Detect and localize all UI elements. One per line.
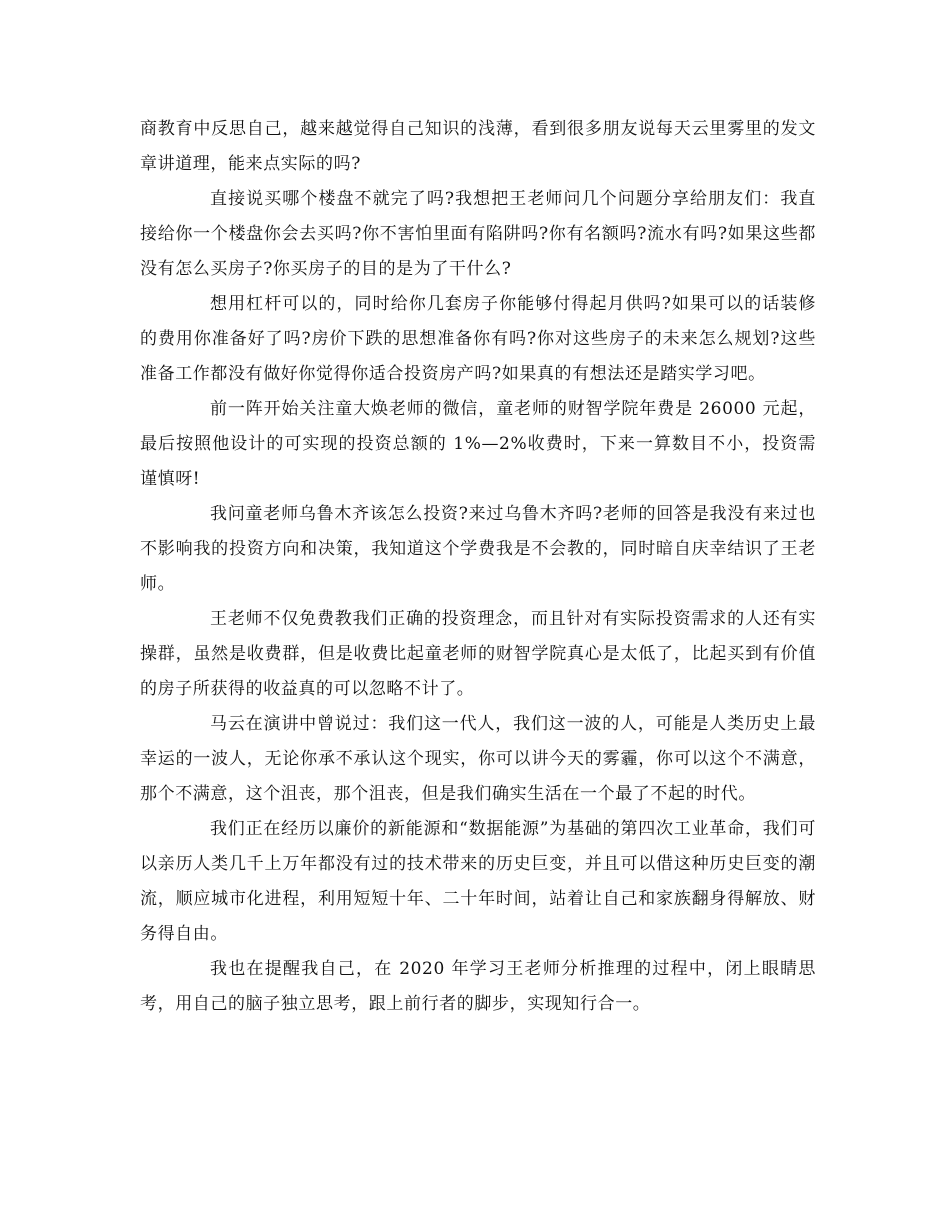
paragraph: 想用杠杆可以的，同时给你几套房子你能够付得起月供吗?如果可以的话装修的费用你准备好了吗?房价下跌的思想准备你有吗?你对这些房子的未来怎么规划?这些准备工作都没有做好你觉得你适合投资房产吗?如果真的有想法还是踏实学习吧。 (140, 294, 816, 384)
paragraph: 马云在演讲中曾说过：我们这一代人，我们这一波的人，可能是人类历史上最幸运的一波人，无论你承不承认这个现实，你可以讲今天的雾霾，你可以这个不满意，那个不满意，这个沮丧，那个沮丧，但是我们确实生活在一个最了不起的时代。 (140, 714, 816, 804)
paragraph: 前一阵开始关注童大焕老师的微信，童老师的财智学院年费是 26000 元起，最后按照他设计的可实现的投资总额的 1%—2%收费时，下来一算数目不小，投资需谨慎呀! (140, 399, 816, 489)
paragraph: 王老师不仅免费教我们正确的投资理念，而且针对有实际投资需求的人还有实操群，虽然是收费群，但是收费比起童老师的财智学院真心是太低了，比起买到有价值的房子所获得的收益真的可以忽略不计了。 (140, 609, 816, 699)
paragraph: 我们正在经历以廉价的新能源和“数据能源”为基础的第四次工业革命，我们可以亲历人类几千上万年都没有过的技术带来的历史巨变，并且可以借这种历史巨变的潮流，顺应城市化进程，利用短短十年、二十年时间，站着让自己和家族翻身得解放、财务得自由。 (140, 819, 816, 944)
document-body (140, 112, 816, 1022)
paragraph: 直接说买哪个楼盘不就完了吗?我想把王老师问几个问题分享给朋友们：我直接给你一个楼盘你会去买吗?你不害怕里面有陷阱吗?你有名额吗?流水有吗?如果这些都没有怎么买房子?你买房子的目的是为了干什么? (140, 189, 816, 279)
paragraph: 商教育中反思自己，越来越觉得自己知识的浅薄，看到很多朋友说每天云里雾里的发文章讲道理，能来点实际的吗? (140, 119, 816, 174)
paragraph: 我问童老师乌鲁木齐该怎么投资?来过乌鲁木齐吗?老师的回答是我没有来过也不影响我的投资方向和决策，我知道这个学费我是不会教的，同时暗自庆幸结识了王老师。 (140, 504, 816, 594)
paragraph: 我也在提醒我自己，在 2020 年学习王老师分析推理的过程中，闭上眼睛思考，用自己的脑子独立思考，跟上前行者的脚步，实现知行合一。 (140, 959, 816, 1014)
